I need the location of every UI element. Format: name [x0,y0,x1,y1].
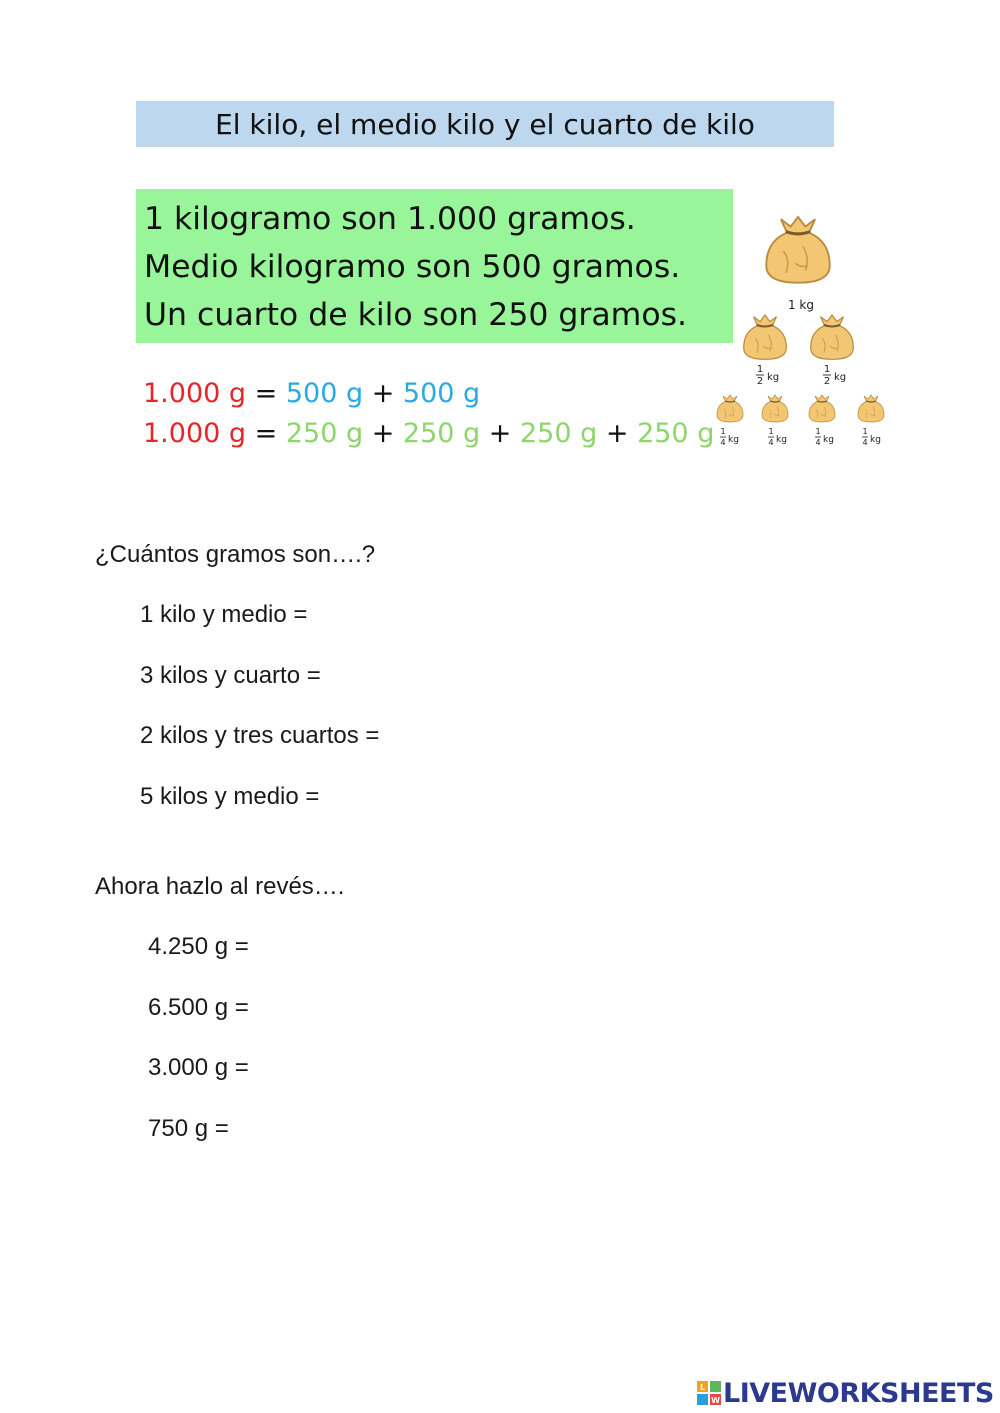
title-text: El kilo, el medio kilo y el cuarto de kilo [215,107,755,141]
bags-illustration [710,205,900,460]
quarter-kg: kg [776,435,787,445]
eq2-part-2: 250 g [402,418,481,449]
question-item-2: 3 kilos y cuarto = [140,662,321,689]
bag-quarter-kg-label [815,427,834,447]
logo-letter-l: L [699,1383,706,1392]
eq2-plus-3: + [605,418,629,449]
half-num: 1 [823,364,831,375]
reverse-item-4: 750 g = [148,1115,229,1142]
quarter-num: 1 [720,427,726,436]
bag-quarter-kg-label [768,427,787,447]
quarter-den: 4 [720,438,726,447]
eq1-part-2: 500 g [402,378,481,409]
bag-quarter-kg-label [720,427,739,447]
bag-half-kg-label [823,364,846,387]
bag-quarter-kg-icon [809,395,835,422]
eq2-total: 1.000 g [143,418,247,449]
quarter-kg: kg [870,435,881,445]
eq1-part-1: 500 g [285,378,364,409]
bag-quarter-kg-icon [762,395,788,422]
quarter-num: 1 [815,427,821,436]
eq2-part-4: 250 g [637,418,715,449]
equation-quarters [143,418,714,449]
question-item-4: 5 kilos y medio = [140,783,320,810]
liveworksheets-logo [697,1376,994,1410]
logo-mark-icon [697,1381,721,1405]
quarter-kg: kg [728,435,739,445]
reverse-item-1: 4.250 g = [148,933,249,960]
worksheet-title [136,101,834,147]
eq2-part-1: 250 g [285,418,364,449]
bag-half-kg-label [756,364,779,387]
info-box [136,189,733,343]
quarter-num: 1 [768,427,774,436]
eq2-plus-1: + [371,418,395,449]
question-item-1: 1 kilo y medio = [140,601,308,628]
question-item-3: 2 kilos y tres cuartos = [140,722,380,749]
quarter-den: 4 [862,438,868,447]
quarter-num: 1 [862,427,868,436]
half-num: 1 [756,364,764,375]
reverse-item-3: 3.000 g = [148,1054,249,1081]
half-den: 2 [756,376,764,387]
bag-1kg-icon [766,217,829,283]
eq1-total: 1.000 g [143,378,247,409]
equation-halves [143,378,480,409]
section1-heading: ¿Cuántos gramos son….? [95,541,376,568]
quarter-den: 4 [815,438,821,447]
half-den: 2 [823,376,831,387]
bag-1kg-label: 1 kg [787,298,815,312]
bag-quarter-kg-icon [858,395,884,422]
bag-half-kg-icon [811,315,854,359]
quarter-den: 4 [768,438,774,447]
logo-text: LIVEWORKSHEETS [723,1377,994,1409]
half-kg: kg [767,372,780,383]
bag-quarter-kg-label [862,427,881,447]
info-line-3: Un cuarto de kilo son 250 gramos. [144,297,688,333]
quarter-kg: kg [823,435,834,445]
eq1-equals: = [254,378,278,409]
bag-quarter-kg-icon [717,395,743,422]
info-line-2: Medio kilogramo son 500 gramos. [144,249,681,285]
eq1-plus: + [371,378,395,409]
eq2-plus-2: + [488,418,512,449]
half-kg: kg [834,372,847,383]
eq2-equals: = [254,418,278,449]
bag-half-kg-icon [744,315,787,359]
logo-letter-w: W [711,1396,720,1405]
reverse-item-2: 6.500 g = [148,994,249,1021]
info-line-1: 1 kilogramo son 1.000 gramos. [144,201,636,237]
section2-heading: Ahora hazlo al revés…. [95,873,345,900]
eq2-part-3: 250 g [520,418,598,449]
